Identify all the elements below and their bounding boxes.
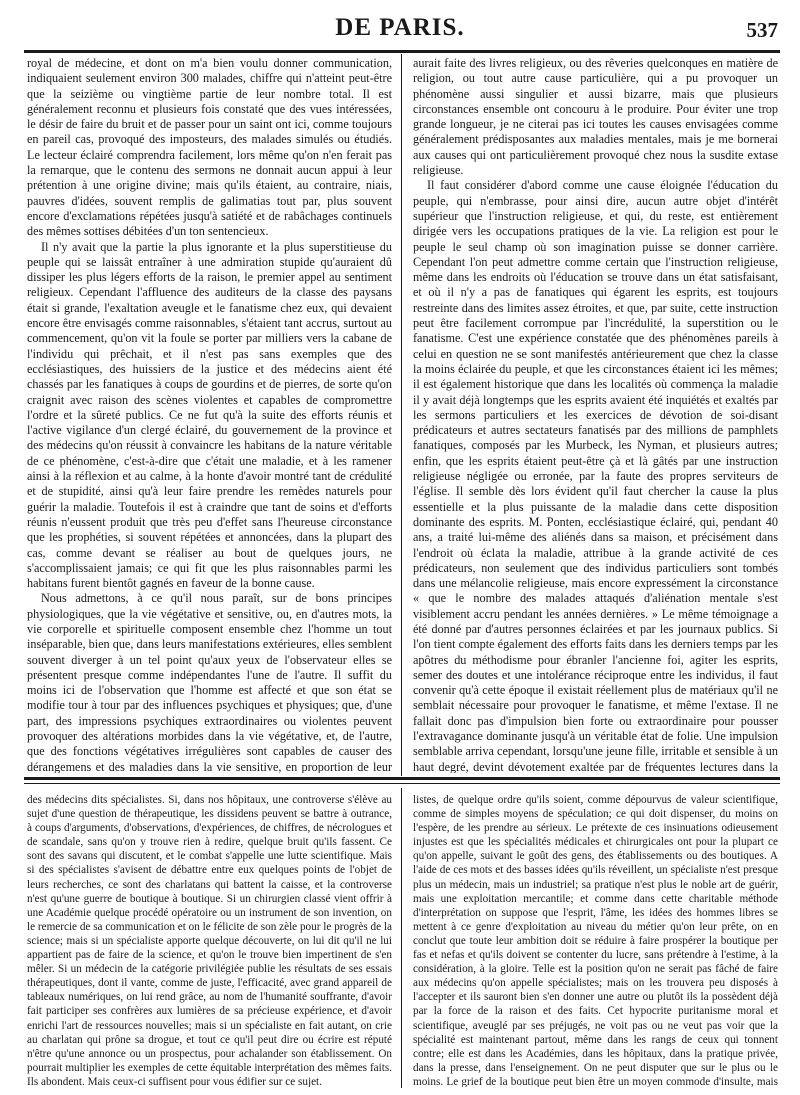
header-rule	[24, 50, 780, 53]
running-title: DE PARIS.	[335, 14, 465, 41]
paragraph: Il faut considérer d'abord comme une cause éloignée l'éducation du peuple, qui n'embrasse, pour ainsi dire, aucun autre objet d'intérêt supérieur que l'instruction religieuse, et qui, du reste, est entièrement dirigée vers les occupations pratiques de la vie. La religion est pour le peuple le seul champ où son imagination puisse se donner carrière. Cependant l'on peut admettre comme certain que l'instruction religieuse, même dans les endroits où l'éducation se trouve dans un état satisfaisant, et où il n'y a pas de fanatiques qui égarent les esprits, est toujours restreinte dans des limites assez étroites, et que, par suite, cette instruction peut être facilement corrompue par l'incrédulité, la superstition ou le fanatisme. C'est une expérience constatée que des phénomènes pareils à celui en question ne se sont manifestés antérieurement que chez la classe la moins éclairée du peuple, et que les circonstances étaient ici les mêmes; il est également historique que dans les localités où commença la maladie il y avait déjà longtemps que les esprits avaient été inquiétés et exaltés par les sermons particuliers et les exercices de dévotion de soi-disant prédicateurs et autres sectateurs fanatisés par des millions de pamphlets fanatiques, composés par les Murbeck, les Nyman, et plusieurs autres; enfin, que les esprits étaient peut-être çà et là gâtés par une instruction religieuse négligée ou erronée, par la faute des propres serviteurs de l'église. Il semble dès lors évident qu'il faut chercher la cause la plus essentielle et la plus puissante de la maladie dans cette disposition dominante des esprits. M. Ponten, ecclésiastique éclairé, qui, pendant 40 ans, a traité lui-même des aliénés dans sa maison, et précisément dans l'endroit où éclata la maladie, attribue à la grande activité de ces prédicateurs, non seulement que des individus particuliers sont tombés dans une mélancolie religieuse, mais encore expressément la circonstance « que le nombre des malades attaqués d'aliénation mentale s'est visiblement accru pendant les années dernières. » Le même témoignage a été donné par d'autres personnes éclairées et par les journaux publics. Si l'on tient compte également des efforts faits dans les derniers temps par les apôtres du méthodisme pour ébranler l'ancienne foi, agiter les esprits, semer des doutes et une intolérance réciproque entre les individus, il faut convenir qu'à cette époque il existait réellement plus de matériaux qu'il ne semblait nécessaire pour provoquer le fanatisme, et même l'extase. Il ne fallait donc pas d'impulsion bien forte ou extraordinaire pour pousser l'extravagance dominante jusqu'à un véritable état de folie. Une impulsion semblable arriva cependant, lorsqu'une jeune fille, irritable et sensible à un haut degré, devint dévotement exaltée par de fréquentes lectures dans la	[413, 178, 778, 773]
page-header	[0, 10, 800, 52]
article-column-top-left	[27, 56, 392, 773]
section-rule-thin	[24, 783, 780, 784]
top-column-divider	[401, 54, 402, 776]
paragraph: Nous admettons, à ce qu'il nous paraît, sur de bons principes physiologiques, que la vie végétative et sensitive, ou, en d'autres mots, la vie corporelle et spirituelle composent ensemble chez l'homme un tout inséparable, bien que, dans leurs manifestations extérieures, elles semblent souvent diverger à un tel point qu'aux yeux de l'observateur elles se présentent presque comme indépendantes l'une de l'autre. Il suffit du moins ici de l'observation que l'homme est affecté et que son état se modifie tour à tour par des influences psychiques et physiques; que, d'une part, des impressions psychiques extraordinaires ou violentes peuvent provoquer des altérations morbides dans la vie végétative, et, de l'autre, que des fonctions végétatives irrégulières sont capables de causer des dérangemens et des maladies dans la vie sensitive, en proportion de leur	[27, 591, 392, 773]
feuilleton-column-right	[413, 793, 778, 1087]
article-column-top-right	[413, 56, 778, 773]
bottom-column-divider	[401, 788, 402, 1088]
page-number: 537	[746, 18, 778, 42]
section-rule-thick	[24, 777, 780, 780]
paragraph: aurait faite des livres religieux, ou des rêveries quelconques en matière de religion, ou tout autre cause particulière, qui a pu provoquer un phénomène aussi singulier et aussi bizarre, mais que plusieurs circonstances ensemble ont concouru à le produire. Pour éviter une trop grande longueur, je ne citerai pas ici toutes les causes envisagées comme généralement prédisposantes aux maladies mentales, mais je me bornerai aux causes qui ont particulièrement provoqué chez nous la susdite extase religieuse.	[413, 56, 778, 178]
paragraph: royal de médecine, et dont on m'a bien voulu donner communication, indiquaient seulement environ 300 malades, chiffre qui n'atteint peut-être que la seizième ou vingtième partie de leur nombre total. Il est généralement reconnu et plusieurs fois constaté que des vues intéressées, le désir de faire du bruit et de passer pour un saint ont ici, comme toujours en pareil cas, provoqué des imposteurs, des malades simulés ou étudiés. Le lecteur éclairé comprendra facilement, lors même qu'on n'en ferait pas la remarque, que le contenu des sermons ne donnait aucun appui à leur prétention à une origine divine; mais qu'ils étaient, au contraire, niais, pauvres d'idées, souvent remplis de galimatias tout par, plus souvent encore d'exclamations répétées jusqu'à satiété et de rabâchages continuels des mêmes sottises débitées d'un ton sentencieux.	[27, 56, 392, 239]
feuilleton-column-left	[27, 793, 392, 1087]
paragraph: des médecins dits spécialistes. Si, dans nos hôpitaux, une controverse s'élève au sujet d'une question de thérapeutique, les dissidens peuvent se battre à outrance, à coups d'arguments, d'observations, d'expériences, de chiffres, de nécrologues et de scandale, sans qu'on y trouve rien à redire, quelque bruit qu'ils fassent. Ce sont des savans qui discutent, et le combat s'appelle une lutte scientifique. Mais si des spécialistes s'avisent de débattre entre eux quelques points de l'objet de leurs recherches, ce sont des charlatans qui battent la caisse, et la controverse n'est qu'une guerre de boutique à boutique. Si un chirurgien classé vient offrir à une Académie quelque procédé opératoire ou un instrument de son invention, on le remercie de sa communication et on le félicite de son zèle pour le progrès de la science; mais si un spécialiste apporte quelque découverte, on lui dit qu'il ne lui appartient pas de faire de la science, et qu'on le trouve bien impertinent de s'en mêler. Si un médecin de la catégorie privilégiée publie les résultats de ses essais thérapeutiques, dont il vante, comme de juste, l'efficacité, avec grand appareil de tableaux numériques, on lui rend grâce, au nom de l'humanité souffrante, d'avoir fait participer ses confrères aux lumières de sa précieuse expérience, et d'avoir enrichi l'art de ressources nouvelles; mais si un spécialiste en fait autant, on crie au charlatan qui prône sa drogue, et tout ce qu'il peut dire ou écrire est réputé n'être qu'une annonce ou un prospectus, pour achalander son établissement. On pourrait multiplier les exemples de cette équitable interprétation des mêmes faits. Ils abondent. Mais ceux-ci suffisent pour vous édifier sur ce sujet.	[27, 794, 392, 1087]
paragraph: listes, de quelque ordre qu'ils soient, comme dépourvus de valeur scientifique, comme de simples moyens de spéculation; ce qui doit dispenser, du moins on l'espère, de les prendre au sérieux. Le prétexte de ces insinuations odieusement injustes est que les spécialités médicales et chirurgicales ont pour la plupart ce qu'on appelle, suivant le goût des gens, des établissements ou des boutiques. A l'aide de ces mots et des basses idées qu'ils réveillent, un spécialiste n'est presque plus un médecin, mais un industriel; sa pratique n'est plus le noble art de guérir, mais une exploitation mercantile; et comme dans cette charitable méthode d'interprétation on suppose que l'esprit, l'âme, les idées des hommes libres se mettent à ce genre d'exploitation au niveau du métier qu'on leur prête, on en conclut que toute leur ambition doit se réduire à faire prospérer la boutique per fas et nefas et qu'ils doivent se contenter du lucre, sans prétendre à l'estime, à la considération, à la gloire. Telle est la position qu'on ne serait pas fâché de faire aux médecins qu'on appelle spécialistes; mais on les trouvera peu disposés à l'accepter et ils sauront bien s'en donner une autre ou plutôt ils la possèdent déjà par la force de la raison et des faits. Cet hypocrite puritanisme moral et scientifique, aveuglé par ses préjugés, ne voit pas ou ne veut pas voir que la spécialité est maintenant partout, même dans les rangs de ceux qui tonnent contre; elle est dans les Académies, dans les hôpitaux, dans la pratique privée, dans la presse, dans l'enseignement. On ne peut disputer que sur le plus ou le moins. Le grief de la boutique peut bien être un moyen commode d'insulte, mais	[413, 794, 778, 1087]
paragraph: Il n'y avait que la partie la plus ignorante et la plus superstitieuse du peuple qui se laissât entraîner à une admiration stupide qu'auraient dû dissiper les plus légers efforts de la raison, le premier appel au sentiment religieux. Cependant l'affluence des auditeurs de la classe des paysans était si grande, l'exaltation aveugle et le fanatisme chez eux, qui devaient encore être envisagés comme raisonnables, s'étaient tant accrus, surtout au commencement, qu'on vit la foule se porter par milliers vers la cabane de l'individu qui prêchait, et il n'est pas sans exemples que des ecclésiastiques, des huissiers de la justice et des médecins aient été chassés par les fanatiques à coups de gourdins et de pierres, de sorte qu'on craignit avec raison des scènes violentes et capables de compromettre l'ordre et la sûreté publics. Ce ne fut qu'à la suite des efforts réunis et l'active vigilance d'un clergé éclairé, du gouvernement de la province et des médecins qu'on réussit à convaincre les habitans de la nature véritable de ce phénomène, c'est-à-dire que c'était une maladie, et à les ramener ainsi à la réflexion et au calme, à la honte d'avoir montré tant de crédulité et de stupidité, ainsi qu'à leur faire prendre les remèdes naturels pour guérir la maladie. Toutefois il est à craindre que tant de soins et d'efforts réunis n'eussent produit que très peu d'effet sans l'heureuse circonstance que les prophéties, si souvent répétées et annoncées, dans la plupart des cas, comme devant se réaliser au bout de quelques jours, ne s'accomplissaient jamais; ce qui fit que les plus raisonnables parmi les habitans furent bientôt gagnés en faveur de la bonne cause.	[27, 239, 392, 591]
